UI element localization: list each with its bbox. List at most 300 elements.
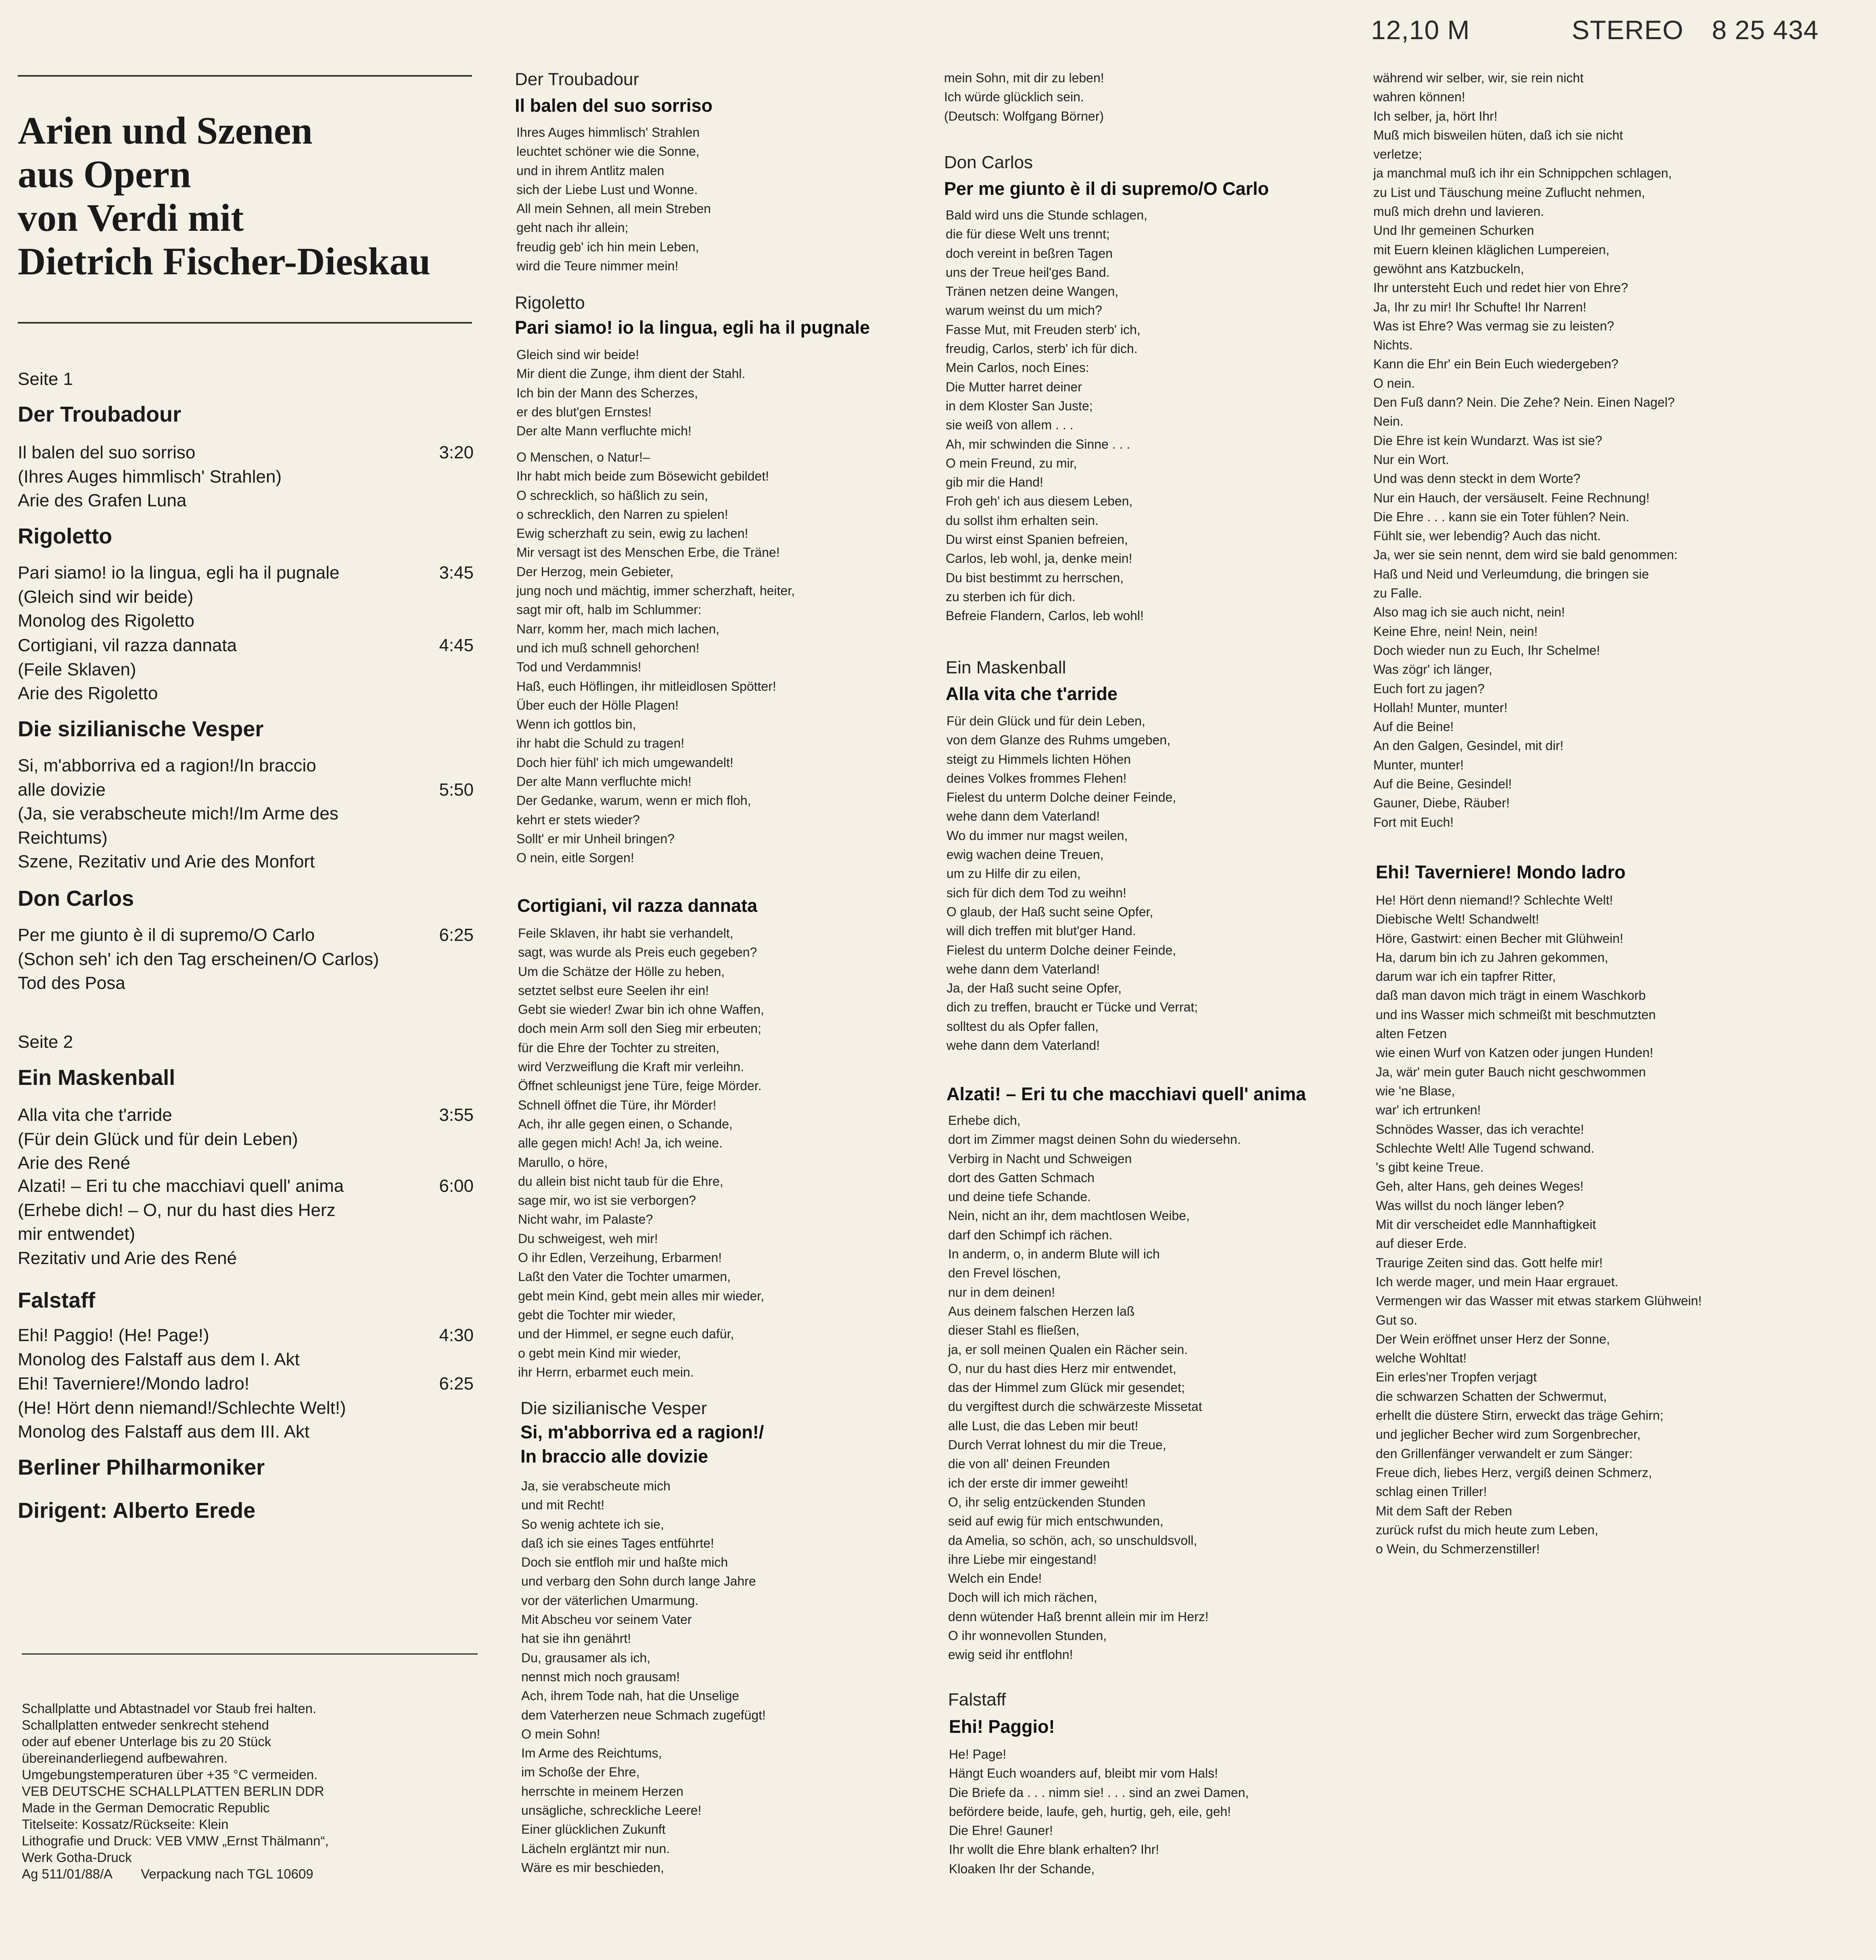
lyric-line: wie einen Wurf von Katzen oder jungen Hunden! bbox=[1376, 1045, 1653, 1060]
lyric-line: du sollst ihm erhalten sein. bbox=[946, 513, 1099, 528]
lyric-line: gib mir die Hand! bbox=[946, 475, 1043, 490]
lyric-line: zu Falle. bbox=[1373, 586, 1422, 601]
lyric-line: O schrecklich, so häßlich zu sein, bbox=[516, 488, 708, 503]
orchestra-credit: Berliner Philharmoniker bbox=[18, 1455, 265, 1479]
lyric-line: Euch fort zu jagen? bbox=[1373, 681, 1485, 696]
track-text: Cortigiani, vil razza dannata bbox=[18, 635, 237, 655]
lyric-line: So wenig achtete ich sie, bbox=[521, 1517, 664, 1532]
lyric-line: freudig geb' ich hin mein Leben, bbox=[516, 239, 699, 254]
lyric-line: darum war ich ein tapfrer Ritter, bbox=[1376, 969, 1556, 984]
track-line bbox=[18, 658, 474, 682]
track-text: Reichtums) bbox=[18, 827, 108, 848]
lyrics-falstaff-1 bbox=[949, 1745, 1249, 1879]
side-heading: Seite 2 bbox=[18, 1032, 73, 1052]
lyric-line: Keine Ehre, nein! Nein, nein! bbox=[1373, 624, 1538, 639]
lyric-line: wird die Teure nimmer mein! bbox=[516, 259, 679, 274]
lyric-line: während wir selber, wir, sie rein nicht bbox=[1373, 71, 1584, 85]
track-text: Monolog des Falstaff aus dem III. Akt bbox=[18, 1422, 310, 1442]
lyric-line: Narr, komm her, mach mich lachen, bbox=[516, 621, 720, 636]
lyric-line: Schnell öffnet die Türe, ihr Mörder! bbox=[518, 1097, 717, 1112]
lyric-line: ihr Herrn, erbarmet euch mein. bbox=[518, 1364, 694, 1379]
lyric-line: wehe dann dem Vaterland! bbox=[946, 809, 1100, 824]
lyric-line: dem Vaterherzen neue Schmach zugefügt! bbox=[521, 1707, 766, 1722]
lyric-line: Für dein Glück und für dein Leben, bbox=[946, 714, 1145, 728]
lyric-line: wahren können! bbox=[1373, 90, 1465, 104]
lyric-line: sagt mir oft, halb im Schlummer: bbox=[516, 602, 702, 617]
lyric-line: O ihr Edlen, Verzeihung, Erbarmen! bbox=[518, 1250, 722, 1265]
track-text: Arie des Rigoletto bbox=[18, 683, 158, 703]
lyric-line: Tränen netzen deine Wangen, bbox=[946, 284, 1119, 299]
lyric-line: Du wirst einst Spanien befreien, bbox=[946, 532, 1128, 547]
lyric-line: Auf die Beine! bbox=[1373, 719, 1454, 734]
lyric-line: O, nur du hast dies Herz mir entwendet, bbox=[948, 1361, 1176, 1376]
lyric-line: Traurige Zeiten sind das. Gott helfe mir! bbox=[1376, 1255, 1603, 1270]
lyric-line: daß ich sie eines Tages entführte! bbox=[521, 1536, 714, 1550]
page-title: Arien und Szenen aus Opern von Verdi mit Dietrich Fischer-Dieskau bbox=[18, 109, 430, 283]
lyric-line: geht nach ihr allein; bbox=[516, 220, 629, 235]
lyric-line: für die Ehre der Tochter zu streiten, bbox=[518, 1040, 720, 1055]
opera-label-rigoletto: Rigoletto bbox=[515, 293, 585, 313]
lyric-line: Nur ein Hauch, der versäuselt. Feine Rechnung! bbox=[1373, 490, 1650, 505]
lyric-line: vor der väterlichen Umarmung. bbox=[521, 1593, 699, 1608]
lyric-line: O nein. bbox=[1373, 376, 1415, 391]
track-line bbox=[18, 1420, 474, 1444]
catalog-number: 12,10 M bbox=[1371, 15, 1470, 45]
catalog-format: STEREO bbox=[1571, 15, 1684, 45]
lyric-line: Ach, ihrem Tode nah, hat die Unselige bbox=[521, 1688, 740, 1703]
track-line bbox=[18, 1323, 474, 1348]
lyric-line: He! Page! bbox=[949, 1747, 1007, 1761]
lyric-line: den Grillenfänger verwandelt er zum Sänger: bbox=[1376, 1446, 1633, 1461]
track-line bbox=[18, 802, 474, 826]
opera-title: Don Carlos bbox=[18, 886, 134, 911]
lyric-line: Im Arme des Reichtums, bbox=[521, 1746, 662, 1761]
lyric-line: darf den Schimpf ich rächen. bbox=[948, 1227, 1113, 1242]
lyric-line: Und was denn steckt in dem Worte? bbox=[1373, 471, 1581, 486]
lyric-line: mein Sohn, mit dir zu leben! bbox=[944, 71, 1104, 85]
lyric-line: Ja, der Haß sucht seine Opfer, bbox=[946, 981, 1122, 996]
lyric-line: Kloaken Ihr der Schande, bbox=[949, 1861, 1095, 1876]
lyric-line: gebt die Tochter mir wieder, bbox=[518, 1307, 676, 1322]
fineprint-order-no: Ag 511/01/88/A bbox=[22, 1866, 113, 1881]
lyric-line: Der Wein eröffnet unser Herz der Sonne, bbox=[1376, 1331, 1610, 1346]
track-line bbox=[18, 1151, 474, 1175]
lyric-line: dich zu treffen, braucht er Tücke und Verrat; bbox=[946, 1000, 1198, 1015]
track-text: Arie des Grafen Luna bbox=[18, 491, 187, 510]
lyrics-rigoletto-2 bbox=[518, 924, 764, 1382]
track-entry bbox=[18, 561, 474, 633]
lyric-line: Schlechte Welt! Alle Tugend schwand. bbox=[1376, 1141, 1594, 1156]
fineprint-line: Titelseite: Kossatz/Rückseite: Klein bbox=[22, 1817, 229, 1832]
lyric-line: Einer glücklichen Zukunft bbox=[521, 1822, 666, 1837]
aria-heading-rigoletto-1: Pari siamo! io la lingua, egli ha il pugnale bbox=[515, 317, 870, 338]
lyric-line: um zu Hilfe dir zu eilen, bbox=[946, 866, 1081, 881]
lyrics-vesper-continued bbox=[944, 69, 1104, 126]
fineprint-line: Werk Gotha-Druck bbox=[22, 1850, 132, 1865]
lyric-line: mit Euern kleinen kläglichen Lumpereien, bbox=[1373, 242, 1610, 257]
track-entry bbox=[18, 1174, 474, 1270]
lyric-line: doch vereint in beßren Tagen bbox=[946, 246, 1113, 261]
lyric-line: uns der Treue heil'ges Band. bbox=[946, 265, 1110, 280]
lyric-line: wehe dann dem Vaterland! bbox=[946, 1038, 1100, 1053]
fineprint-line: Schallplatten entweder senkrecht stehend bbox=[22, 1718, 269, 1732]
track-line bbox=[18, 609, 474, 633]
lyric-line: Die Ehre . . . kann sie ein Toter fühlen? Nein. bbox=[1373, 509, 1629, 524]
lyric-line: denn wütender Haß brennt allein mir im Herz! bbox=[948, 1609, 1209, 1624]
aria-heading-maskenball-1: Alla vita che t'arride bbox=[946, 683, 1118, 704]
opera-title: Rigoletto bbox=[18, 524, 112, 548]
fineprint-line: Made in the German Democratic Republic bbox=[22, 1800, 270, 1815]
lyric-line: ja manchmal muß ich ihr ein Schnippchen schlagen, bbox=[1373, 166, 1672, 181]
lyric-line: auf dieser Erde. bbox=[1376, 1236, 1467, 1251]
track-duration: 3:45 bbox=[439, 563, 474, 583]
track-line bbox=[18, 947, 474, 972]
track-text: Per me giunto è il di supremo/O Carlo bbox=[18, 925, 315, 945]
lyric-line: Ach, ihr alle gegen einen, o Schande, bbox=[518, 1116, 733, 1131]
lyric-line: Geh, alter Hans, geh deines Weges! bbox=[1376, 1179, 1584, 1194]
track-text: Ehi! Taverniere!/Mondo ladro! bbox=[18, 1374, 249, 1394]
track-entry bbox=[18, 1323, 474, 1371]
lyric-line: erhellt die düstere Stirn, erweckt das träge Gehirn; bbox=[1376, 1408, 1664, 1423]
lyric-line: ewig seid ihr entflohn! bbox=[948, 1647, 1073, 1662]
lyric-line: dieser Stahl es fließen, bbox=[948, 1323, 1080, 1338]
track-line bbox=[18, 971, 474, 995]
lyric-line: sich für dich dem Tod zu weihn! bbox=[946, 885, 1126, 900]
lyric-line: ja, er soll meinen Qualen ein Rächer sein. bbox=[948, 1342, 1188, 1357]
track-line bbox=[18, 561, 474, 585]
lyric-line: Freue dich, liebes Herz, vergiß deinen Schmerz, bbox=[1376, 1465, 1652, 1480]
track-text: (Ihres Auges himmlisch' Strahlen) bbox=[18, 466, 282, 487]
lyric-line: zu List und Täuschung meine Zuflucht nehmen, bbox=[1373, 185, 1645, 200]
lyric-line: Ewig scherzhaft zu sein, ewig zu lachen! bbox=[516, 526, 748, 541]
track-text: (He! Hört denn niemand!/Schlechte Welt!) bbox=[18, 1398, 346, 1418]
opera-title: Ein Maskenball bbox=[18, 1066, 175, 1090]
lyric-line: freudig, Carlos, sterb' ich für dich. bbox=[946, 341, 1138, 356]
lyric-line: Muß mich bisweilen hüten, daß ich sie nicht bbox=[1373, 127, 1623, 142]
lyric-line: Wo du immer nur magst weilen, bbox=[946, 828, 1128, 843]
lyric-line: Gleich sind wir beide! bbox=[516, 347, 639, 362]
track-line bbox=[18, 441, 474, 465]
lyric-line: seid auf ewig für mich entschwunden, bbox=[948, 1514, 1164, 1529]
lyric-line: sagt, was wurde als Preis euch gegeben? bbox=[518, 945, 757, 960]
lyric-line: Doch wieder nun zu Euch, Ihr Schelme! bbox=[1373, 643, 1600, 658]
lyric-line: Nichts. bbox=[1373, 338, 1413, 353]
catalog-code: 8 25 434 bbox=[1712, 15, 1819, 45]
lyric-line: jung noch und mächtig, immer scherzhaft, heiter, bbox=[516, 583, 795, 598]
lyric-line: schlag einen Triller! bbox=[1376, 1484, 1487, 1499]
lyric-line: Mit dem Saft der Reben bbox=[1376, 1503, 1512, 1518]
lyric-line: und verbarg den Sohn durch lange Jahre bbox=[521, 1574, 756, 1589]
lyric-line: Der alte Mann verfluchte mich! bbox=[516, 774, 691, 789]
lyric-line: wie 'ne Blase, bbox=[1376, 1083, 1455, 1098]
track-text: Ehi! Paggio! (He! Page!) bbox=[18, 1325, 209, 1345]
lyric-line: In anderm, o, in anderm Blute will ich bbox=[948, 1247, 1160, 1262]
lyric-line: Ihr habt mich beide zum Bösewicht gebildet! bbox=[516, 469, 769, 484]
lyric-line: Den Fuß dann? Nein. Die Zehe? Nein. Einen Nagel? bbox=[1373, 395, 1675, 410]
lyric-line: das der Himmel zum Glück mir gesendet; bbox=[948, 1380, 1185, 1395]
lyric-line: Du schweigest, weh mir! bbox=[518, 1231, 658, 1246]
aria-heading-rigoletto-2: Cortigiani, vil razza dannata bbox=[517, 895, 758, 916]
lyric-line: und in ihrem Antlitz malen bbox=[516, 163, 664, 178]
lyric-line: Ja, sie verabscheute mich bbox=[521, 1479, 671, 1493]
lyric-line: Aus deinem falschen Herzen laß bbox=[948, 1304, 1135, 1319]
lyric-line: Ihr untersteht Euch und redet hier von Ehre? bbox=[1373, 280, 1628, 295]
track-line bbox=[18, 465, 474, 489]
track-text: Szene, Rezitativ und Arie des Monfort bbox=[18, 852, 315, 871]
track-text: Si, m'abborriva ed a ragion!/In braccio bbox=[18, 756, 316, 775]
lyric-line: Mein Carlos, noch Eines: bbox=[946, 360, 1089, 375]
lyric-line: Froh geh' ich aus diesem Leben, bbox=[946, 494, 1133, 509]
fineprint-line: Umgebungstemperaturen über +35 °C vermeiden. bbox=[22, 1767, 318, 1782]
fineprint-line: oder auf ebener Unterlage bis zu 20 Stück bbox=[22, 1734, 272, 1749]
lyric-line: dort des Gatten Schmach bbox=[948, 1170, 1095, 1185]
lyric-line: kehrt er stets wieder? bbox=[516, 812, 640, 827]
lyric-line: He! Hört denn niemand!? Schlechte Welt! bbox=[1376, 893, 1613, 907]
track-text: mir entwendet) bbox=[18, 1224, 136, 1244]
lyric-line: und der Himmel, er segne euch dafür, bbox=[518, 1327, 734, 1341]
lyric-line: Haß und Neid und Verleumdung, die bringen sie bbox=[1373, 566, 1649, 581]
track-duration: 6:00 bbox=[439, 1176, 474, 1196]
lyric-line: will dich treffen mit blut'ger Hand. bbox=[946, 924, 1136, 938]
track-text: alle dovizie bbox=[18, 779, 106, 800]
lyric-line: Mit dir verscheidet edle Mannhaftigkeit bbox=[1376, 1217, 1596, 1232]
lyric-line: Der Gedanke, warum, wenn er mich floh, bbox=[516, 793, 751, 808]
track-duration: 3:55 bbox=[439, 1105, 474, 1125]
aria-heading-vesper: Si, m'abborriva ed a ragion!/ In braccio alle dovizie bbox=[520, 1422, 764, 1467]
lyric-line: von dem Glanze des Ruhms umgeben, bbox=[946, 733, 1170, 748]
track-line bbox=[18, 1396, 474, 1420]
lyric-line: und ich muß schnell gehorchen! bbox=[516, 640, 700, 655]
lyrics-falstaff-1-continued bbox=[1373, 69, 1678, 832]
fineprint-packaging: Verpackung nach TGL 10609 bbox=[141, 1866, 313, 1881]
lyric-line: Doch hier fühl' ich mich umgewandelt! bbox=[516, 755, 733, 770]
track-entry bbox=[18, 923, 474, 995]
track-text: (Für dein Glück und für dein Leben) bbox=[18, 1129, 298, 1149]
aria-heading-troubadour: Il balen del suo sorriso bbox=[515, 95, 713, 116]
lyrics-vesper bbox=[521, 1477, 766, 1877]
lyric-line: war' ich ertrunken! bbox=[1376, 1103, 1481, 1118]
lyric-line: Ja, Ihr zu mir! Ihr Schufte! Ihr Narren! bbox=[1373, 299, 1587, 314]
opera-title: Falstaff bbox=[18, 1288, 96, 1312]
lyrics-falstaff-2 bbox=[1376, 891, 1702, 1559]
lyric-line: und mit Recht! bbox=[521, 1498, 605, 1513]
lyric-line: Über euch der Hölle Plagen! bbox=[516, 698, 679, 713]
track-duration: 4:30 bbox=[439, 1325, 474, 1345]
lyric-line: Munter, munter! bbox=[1373, 757, 1464, 772]
lyric-line: gewöhnt ans Katzbuckeln, bbox=[1373, 261, 1524, 276]
track-entry bbox=[18, 1103, 474, 1175]
lyric-line: O Menschen, o Natur!– bbox=[516, 450, 650, 464]
lyric-line: Verbirg in Nacht und Schweigen bbox=[948, 1151, 1132, 1166]
opera-label-troubadour: Der Troubadour bbox=[515, 69, 639, 89]
lyric-line: O, ihr selig entzückenden Stunden bbox=[948, 1494, 1146, 1509]
track-text: (Ja, sie verabscheute mich!/Im Arme des bbox=[18, 804, 338, 823]
title-rule-top bbox=[18, 75, 472, 77]
aria-heading-carlos: Per me giunto è il di supremo/O Carlo bbox=[944, 178, 1269, 199]
lyric-line: O nein, eitle Sorgen! bbox=[516, 850, 634, 865]
lyric-line: Kann die Ehr' ein Bein Euch wiedergeben? bbox=[1373, 357, 1619, 372]
lyric-line: Und Ihr gemeinen Schurken bbox=[1373, 223, 1534, 238]
fineprint-line: Schallplatte und Abtastnadel vor Staub frei halten. bbox=[22, 1701, 317, 1716]
aria-heading-falstaff-2: Ehi! Taverniere! Mondo ladro bbox=[1376, 862, 1626, 882]
lyrics-rigoletto-1 bbox=[516, 345, 745, 441]
track-entry bbox=[18, 633, 474, 706]
lyric-line: Haß, euch Höflingen, ihr mitleidlosen Spötter! bbox=[516, 679, 776, 694]
lyric-line: alle Lust, die das Leben mir beut! bbox=[948, 1418, 1139, 1433]
lyric-line: All mein Sehnen, all mein Streben bbox=[516, 201, 711, 216]
opera-title: Die sizilianische Vesper bbox=[18, 717, 264, 741]
fineprint-rule bbox=[22, 1653, 478, 1655]
lyric-line: Was ist Ehre? Was vermag sie zu leisten? bbox=[1373, 318, 1614, 333]
lyric-line: Also mag ich sie auch nicht, nein! bbox=[1373, 605, 1565, 620]
lyric-line: Nein, nicht an ihr, dem machtlosen Weibe, bbox=[948, 1208, 1190, 1223]
lyric-line: Diebische Welt! Schandwelt! bbox=[1376, 912, 1539, 927]
fineprint-line: VEB DEUTSCHE SCHALLPLATTEN BERLIN DDR bbox=[22, 1784, 324, 1799]
track-text: (Gleich sind wir beide) bbox=[18, 587, 194, 607]
track-text: Alla vita che t'arride bbox=[18, 1105, 172, 1125]
lyric-line: ich der erste dir immer geweiht! bbox=[948, 1475, 1128, 1490]
track-text: Il balen del suo sorriso bbox=[18, 443, 196, 462]
lyric-line: Ah, mir schwinden die Sinne . . . bbox=[946, 437, 1130, 451]
lyric-line: warum weinst du um mich? bbox=[946, 303, 1102, 318]
track-text: Monolog des Rigoletto bbox=[18, 611, 194, 631]
lyric-line: Nur ein Wort. bbox=[1373, 452, 1449, 467]
fineprint-last-line bbox=[22, 1866, 466, 1882]
lyric-line: Doch will ich mich rächen, bbox=[948, 1590, 1097, 1605]
lyric-line: o gebt mein Kind mir wieder, bbox=[518, 1346, 681, 1360]
lyric-line: alten Fetzen bbox=[1376, 1026, 1447, 1041]
lyric-line: Wäre es mir beschieden, bbox=[521, 1860, 664, 1875]
lyric-line: gebt mein Kind, gebt mein alles mir wieder, bbox=[518, 1288, 765, 1303]
lyric-line: Um die Schätze der Hölle zu heben, bbox=[518, 964, 725, 979]
fineprint-line: übereinanderliegend aufbewahren. bbox=[22, 1751, 228, 1766]
track-line bbox=[18, 1198, 474, 1222]
lyric-line: O mein Sohn! bbox=[521, 1726, 600, 1741]
lyric-line: (Deutsch: Wolfgang Börner) bbox=[944, 109, 1104, 123]
lyric-line: Die Briefe da . . . nimm sie! . . . sind an zwei Damen, bbox=[949, 1785, 1249, 1800]
aria-heading-falstaff-1: Ehi! Paggio! bbox=[949, 1716, 1055, 1737]
lyric-line: leuchtet schöner wie die Sonne, bbox=[516, 144, 700, 159]
track-entry bbox=[18, 441, 474, 513]
lyric-line: Gauner, Diebe, Räuber! bbox=[1373, 796, 1510, 811]
lyric-line: du vergiftest durch die schwärzeste Missetat bbox=[948, 1399, 1202, 1414]
lyric-line: o Wein, du Schmerzenstiller! bbox=[1376, 1542, 1540, 1557]
lyric-line: verletze; bbox=[1373, 147, 1422, 162]
track-line bbox=[18, 1348, 474, 1372]
lyric-line: doch mein Arm soll den Sieg mir erbeuten; bbox=[518, 1021, 761, 1036]
lyric-line: Fielest du unterm Dolche deiner Feinde, bbox=[946, 790, 1176, 805]
lyric-line: du allein bist nicht taub für die Ehre, bbox=[518, 1174, 723, 1189]
track-line bbox=[18, 489, 474, 513]
lyric-line: die für diese Welt uns trennt; bbox=[946, 227, 1110, 242]
lyric-line: nur in dem deinen! bbox=[948, 1285, 1055, 1300]
lyric-line: Öffnet schleunigst jene Türe, feige Mörder. bbox=[518, 1078, 762, 1093]
lyric-line: Fort mit Euch! bbox=[1373, 815, 1454, 830]
track-line bbox=[18, 1174, 474, 1198]
lyric-line: Marullo, o höre, bbox=[518, 1155, 608, 1170]
lyric-line: Tod und Verdammnis! bbox=[516, 660, 641, 675]
lyric-line: Vermengen wir das Wasser mit etwas starkem Glühwein! bbox=[1376, 1293, 1702, 1308]
track-text: Monolog des Falstaff aus dem I. Akt bbox=[18, 1349, 300, 1369]
lyric-line: Ihres Auges himmlisch' Strahlen bbox=[516, 125, 700, 140]
lyric-line: die von all' deinen Freunden bbox=[948, 1456, 1110, 1471]
aria-heading-maskenball-2: Alzati! – Eri tu che macchiavi quell' anima bbox=[946, 1084, 1306, 1104]
lyric-line: Nicht wahr, im Palaste? bbox=[518, 1212, 653, 1227]
track-line bbox=[18, 778, 474, 802]
lyric-line: O mein Freund, zu mir, bbox=[946, 456, 1077, 470]
fineprint bbox=[22, 1700, 466, 1882]
lyric-line: Fielest du unterm Dolche deiner Feinde, bbox=[946, 942, 1176, 957]
lyrics-carlos bbox=[946, 206, 1147, 626]
lyric-line: Du bist bestimmt zu herrschen, bbox=[946, 570, 1124, 585]
lyric-line: Hängt Euch woanders auf, bleibt mir vom Hals! bbox=[949, 1766, 1218, 1781]
lyric-line: und deine tiefe Schande. bbox=[948, 1189, 1091, 1204]
lyric-line: Was zögr' ich länger, bbox=[1373, 662, 1492, 677]
side-heading: Seite 1 bbox=[18, 369, 73, 389]
opera-label-maskenball: Ein Maskenball bbox=[946, 658, 1066, 677]
lyric-line: Ich selber, ja, hört Ihr! bbox=[1373, 109, 1498, 123]
track-line bbox=[18, 681, 474, 706]
lyric-line: Ha, darum bin ich zu Jahren gekommen, bbox=[1376, 950, 1609, 965]
track-text: Alzati! – Eri tu che macchiavi quell' anima bbox=[18, 1176, 344, 1196]
catalog-header bbox=[1371, 15, 1819, 45]
track-text: Tod des Posa bbox=[18, 973, 125, 993]
track-duration: 3:20 bbox=[439, 443, 474, 462]
lyric-line: dort im Zimmer magst deinen Sohn du wiedersehn. bbox=[948, 1132, 1241, 1147]
lyric-line: Mir versagt ist des Menschen Erbe, die Träne! bbox=[516, 545, 780, 560]
lyric-line: Erhebe dich, bbox=[948, 1113, 1021, 1128]
lyric-line: Die Mutter harret deiner bbox=[946, 379, 1082, 394]
lyric-line: und jeglicher Becher wird zum Sorgenbrecher, bbox=[1376, 1427, 1641, 1442]
track-line bbox=[18, 826, 474, 850]
conductor-credit: Dirigent: Alberto Erede bbox=[18, 1498, 256, 1523]
lyric-line: wehe dann dem Vaterland! bbox=[946, 961, 1100, 976]
lyric-line: Doch sie entfloh mir und haßte mich bbox=[521, 1555, 728, 1570]
lyric-line: Durch Verrat lohnest du mir die Treue, bbox=[948, 1438, 1166, 1452]
track-entry bbox=[18, 754, 474, 874]
track-text: (Feile Sklaven) bbox=[18, 659, 136, 679]
lyric-line: sie weiß von allem . . . bbox=[946, 418, 1074, 433]
track-entry bbox=[18, 1372, 474, 1444]
lyric-line: setztet selbst eure Seelen ihr ein! bbox=[518, 983, 709, 998]
lyric-line: muß mich drehn und lavieren. bbox=[1373, 204, 1544, 219]
lyric-line: Mir dient die Zunge, ihm dient der Stahl. bbox=[516, 366, 746, 381]
lyric-line: ihr habt die Schuld zu tragen! bbox=[516, 736, 685, 751]
track-duration: 6:25 bbox=[439, 1374, 474, 1394]
track-text: (Schon seh' ich den Tag erscheinen/O Carlos) bbox=[18, 949, 379, 969]
lyric-line: Ihr wollt die Ehre blank erhalten? Ihr! bbox=[949, 1842, 1159, 1857]
track-duration: 6:25 bbox=[439, 925, 474, 945]
lyric-line: Was willst du noch länger leben? bbox=[1376, 1198, 1564, 1213]
lyric-line: O ihr wonnevollen Stunden, bbox=[948, 1628, 1107, 1643]
track-line bbox=[18, 633, 474, 658]
lyric-line: Welch ein Ende! bbox=[948, 1571, 1042, 1586]
lyric-line: Gut so. bbox=[1376, 1312, 1418, 1327]
opera-label-vesper: Die sizilianische Vesper bbox=[520, 1398, 707, 1418]
lyric-line: nennst mich noch grausam! bbox=[521, 1669, 680, 1684]
lyric-line: alle gegen mich! Ach! Ja, ich weine. bbox=[518, 1136, 723, 1151]
track-text: Pari siamo! io la lingua, egli ha il pugnale bbox=[18, 563, 340, 583]
lyric-line: Ja, wär' mein guter Bauch nicht geschwommen bbox=[1376, 1064, 1646, 1079]
lyric-line: Ich würde glücklich sein. bbox=[944, 90, 1084, 104]
lyric-line: 's gibt keine Treue. bbox=[1376, 1160, 1484, 1175]
lyric-line: solltest du als Opfer fallen, bbox=[946, 1019, 1099, 1034]
lyric-line: Ein erles'ner Tropfen verjagt bbox=[1376, 1370, 1537, 1385]
lyric-line: Gebt sie wieder! Zwar bin ich ohne Waffen, bbox=[518, 1002, 765, 1017]
lyric-line: Befreie Flandern, Carlos, leb wohl! bbox=[946, 608, 1144, 623]
lyric-line: Carlos, leb wohl, ja, denke mein! bbox=[946, 551, 1132, 566]
lyric-line: Ja, wer sie sein nennt, dem wird sie bald genommen: bbox=[1373, 547, 1678, 562]
